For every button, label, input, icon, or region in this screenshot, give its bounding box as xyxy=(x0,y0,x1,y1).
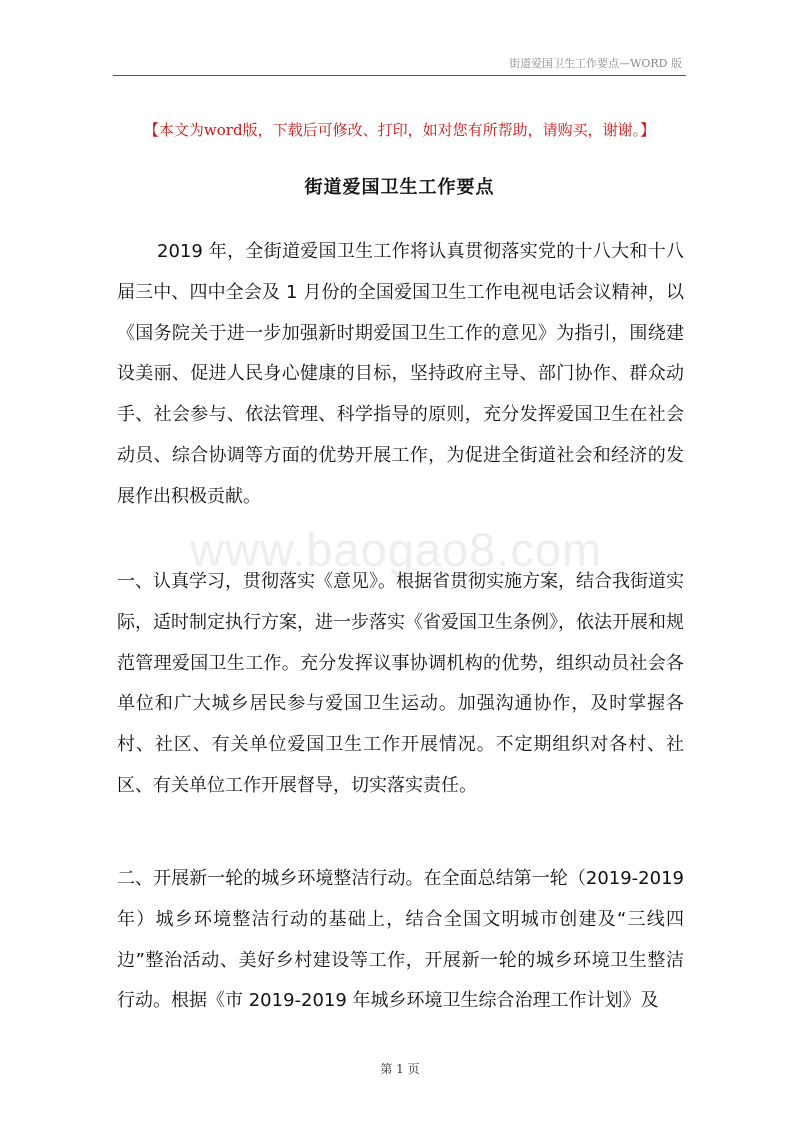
paragraph-section-1: 一、认真学习，贯彻落实《意见》。根据省贯彻实施方案，结合我街道实际，适时制定执行方案，进一步落实《省爱国卫生条例》，依法开展和规范管理爱国卫生工作。充分发挥议事协调机构的优势，组织动员社会各单位和广大城乡居民参与爱国卫生运动。加强沟通协作，及时掌握各村、社区、有关单位爱国卫生工作开展情况。不定期组织对各村、社区、有关单位工作开展督导，切实落实责任。 xyxy=(117,571,684,796)
running-header: 街道爱国卫生工作要点—WORD 版 xyxy=(509,57,682,70)
header-divider xyxy=(113,75,686,76)
page-number: 第 1 页 xyxy=(380,1062,420,1076)
purchase-notice: 【本文为word版，下载后可修改、打印，如对您有所帮助，请购买，谢谢。】 xyxy=(143,121,656,139)
watermark: www.baogao8.com xyxy=(190,523,603,576)
paragraph-section-2: 二、开展新一轮的城乡环境整洁行动。在全面总结第一轮（2019-2019年）城乡环境整洁行动的基础上，结合全国文明城市创建及“三线四边”整治活动、美好乡村建设等工作，开展新一轮的城乡环境卫生整洁行动。根据《市 2019-2019 年城乡环境卫生综合治理工作计划》及 xyxy=(117,868,684,1012)
paragraph-intro: 2019 年，全街道爱国卫生工作将认真贯彻落实党的十八大和十八届三中、四中全会及 1 月份的全国爱国卫生工作电视电话会议精神，以《国务院关于进一步加强新时期爱国卫生工作的意见》为指引，围绕建设美丽、促进人民身心健康的目标，坚持政府主导、部门协作、群众动手、社会参与、依法管理、科学指导的原则，充分发挥爱国卫生在社会动员、综合协调等方面的优势开展工作，为促进全街道社会和经济的发展作出积极贡献。 xyxy=(117,241,684,507)
document-title: 街道爱国卫生工作要点 xyxy=(304,177,495,198)
